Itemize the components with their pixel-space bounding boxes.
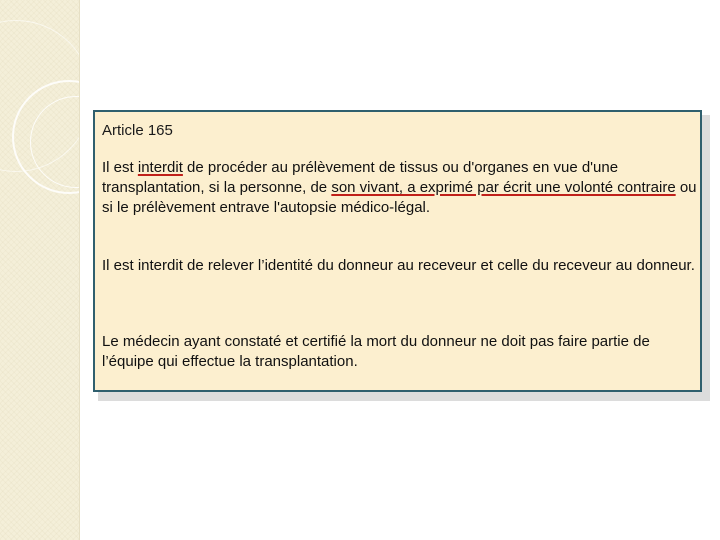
paragraph-text: Il est bbox=[102, 159, 138, 176]
article-paragraph-2: Il est interdit de relever l’identité du donneur au receveur et celle du receveur au donneur. bbox=[102, 257, 695, 274]
article-paragraph-3: Le médecin ayant constaté et certifié la mort du donneur ne doit pas faire partie de l’équipe qui effectue la transplantation. bbox=[102, 333, 650, 370]
underlined-phrase: son vivant, a exprimé par écrit une volonté contraire bbox=[331, 179, 676, 196]
decorative-sidebar bbox=[0, 0, 80, 540]
paragraph-text: ou si le prélèvement entrave l'autopsie médico-légal. bbox=[102, 179, 697, 216]
article-title: Article 165 bbox=[102, 122, 173, 139]
underlined-term: interdit bbox=[137, 159, 183, 176]
paragraph-text: de procéder au prélèvement de tissus ou d'organes en vue d'une transplantation, si la personne, de bbox=[102, 159, 619, 196]
article-paragraph-1 bbox=[102, 158, 702, 218]
